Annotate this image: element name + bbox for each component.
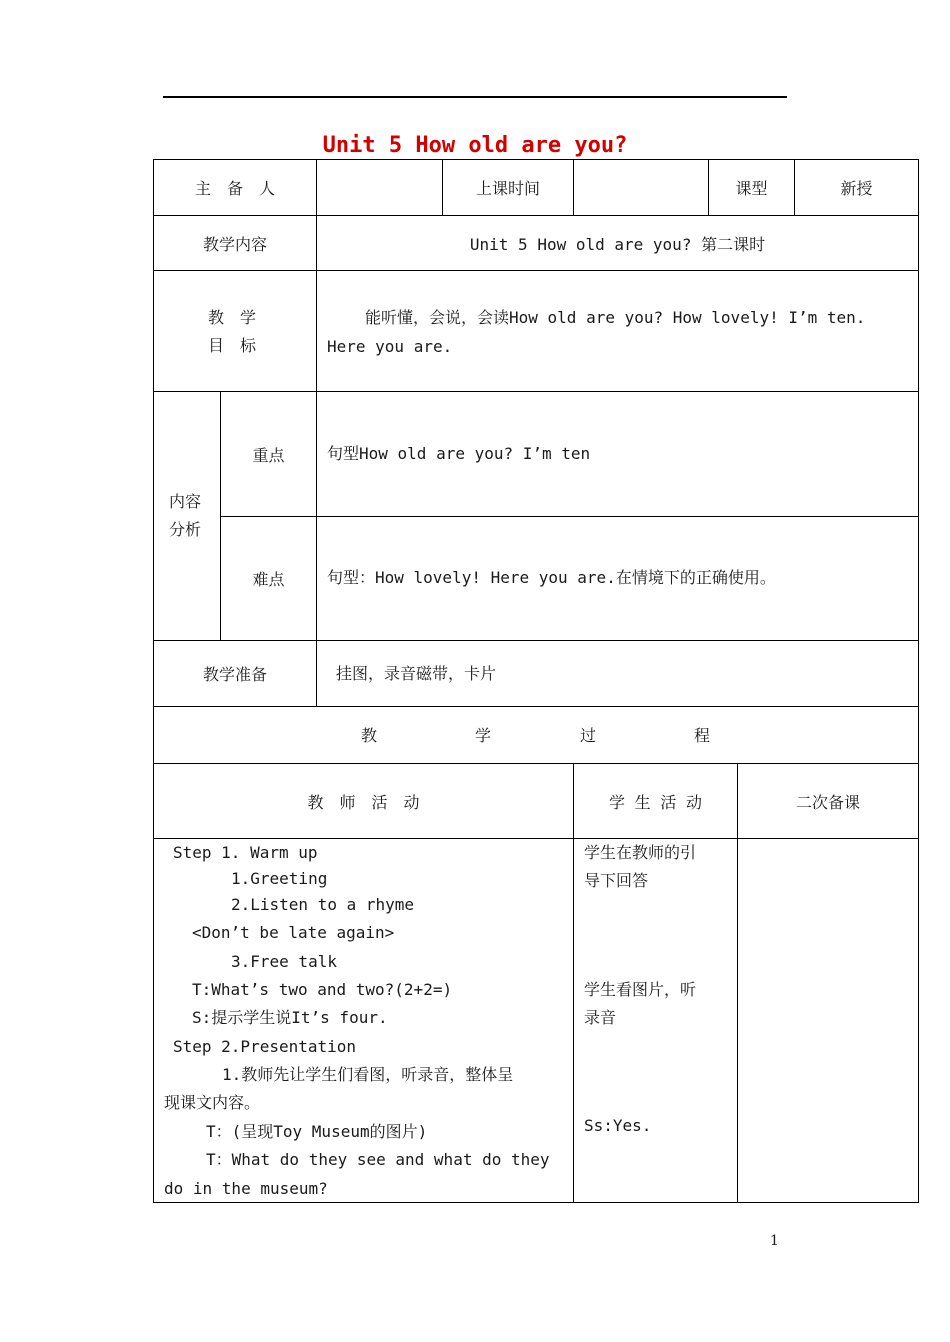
analysis-label-line2: 分析 [169,520,202,539]
objectives-line1: 能听懂，会说，会读How old are you? How lovely! I’m ten. [365,308,866,327]
student-activity-cell [573,838,738,1203]
second-prep-cell [737,838,919,1203]
key-value-cell [316,391,919,517]
content-label: 教学内容 [202,234,267,254]
preparer-label-cell [153,159,317,216]
objectives-value-cell [316,270,919,392]
objectives-label-cell [153,270,317,392]
teacher-line: 3.Free talk [231,952,337,971]
student-line: Ss:Yes. [584,1116,652,1135]
preparation-value: 挂图，录音磁带，卡片 [336,664,497,683]
header-rule [163,96,787,98]
preparation-label-cell [153,640,317,707]
teacher-activity-cell [153,838,574,1203]
second-prep-header [737,763,919,839]
key-value: 句型How old are you? I’m ten [327,444,591,463]
teacher-line: 1.教师先让学生们看图，听录音，整体呈 [222,1065,514,1084]
student-activity-label: 学 生 活 动 [609,792,702,812]
teacher-line: S:提示学生说It’s four. [192,1008,388,1027]
student-line: 导下回答 [584,871,649,890]
teacher-line: <Don’t be late again> [192,923,395,942]
preparation-value-cell [316,640,919,707]
teacher-line: do in the museum? [164,1179,328,1198]
content-label-cell [153,215,317,271]
content-value-cell [316,215,919,271]
page-number: 1 [770,1233,779,1249]
student-line: 学生看图片，听 [584,980,697,999]
process-char-3: 过 [580,726,597,745]
teacher-line: Step 2.Presentation [173,1037,357,1056]
teacher-line: 1.Greeting [231,869,328,888]
student-line: 录音 [584,1008,617,1027]
teacher-line: 现课文内容。 [164,1093,261,1112]
teacher-activity-header [153,763,574,839]
objectives-label-line2: 目 标 [208,336,257,355]
key-label: 重点 [252,445,285,465]
difficult-value: 句型：How lovely! Here you are.在情境下的正确使用。 [327,568,776,587]
objectives-label-line1: 教 学 [208,308,257,327]
type-label-cell [708,159,795,216]
preparer-label: 主 备 人 [194,179,275,198]
preparation-label: 教学准备 [202,665,267,684]
type-value: 新授 [840,179,873,198]
type-value-cell [794,159,919,216]
process-char-1: 教 [361,726,378,745]
analysis-label-cell [153,391,221,641]
second-prep-label: 二次备课 [795,792,860,812]
preparer-value-cell [316,159,443,216]
teacher-line: T:What’s two and two?(2+2=) [192,980,453,999]
page-title: Unit 5 How old are you? [322,133,628,158]
student-activity-header [573,763,738,839]
process-char-2: 学 [475,726,492,745]
time-label: 上课时间 [475,179,540,198]
time-label-cell [442,159,574,216]
teacher-line: 2.Listen to a rhyme [231,895,415,914]
teacher-line: T：What do they see and what do they [206,1150,550,1169]
teacher-line: T：(呈现Toy Museum的图片) [206,1122,428,1141]
difficult-label-cell [220,516,317,641]
student-line: 学生在教师的引 [584,843,697,862]
teacher-line: Step 1. Warm up [173,843,318,862]
process-header-cell [153,706,919,764]
analysis-label-line1: 内容 [169,492,202,511]
time-value-cell [573,159,709,216]
difficult-label: 难点 [252,570,285,589]
difficult-value-cell [316,516,919,641]
key-label-cell [220,391,317,517]
process-char-4: 程 [694,726,711,745]
teacher-activity-label: 教 师 活 动 [307,792,420,812]
objectives-line2: Here you are. [327,337,453,356]
type-label: 课型 [735,179,768,198]
content-value: Unit 5 How old are you? 第二课时 [469,234,766,254]
